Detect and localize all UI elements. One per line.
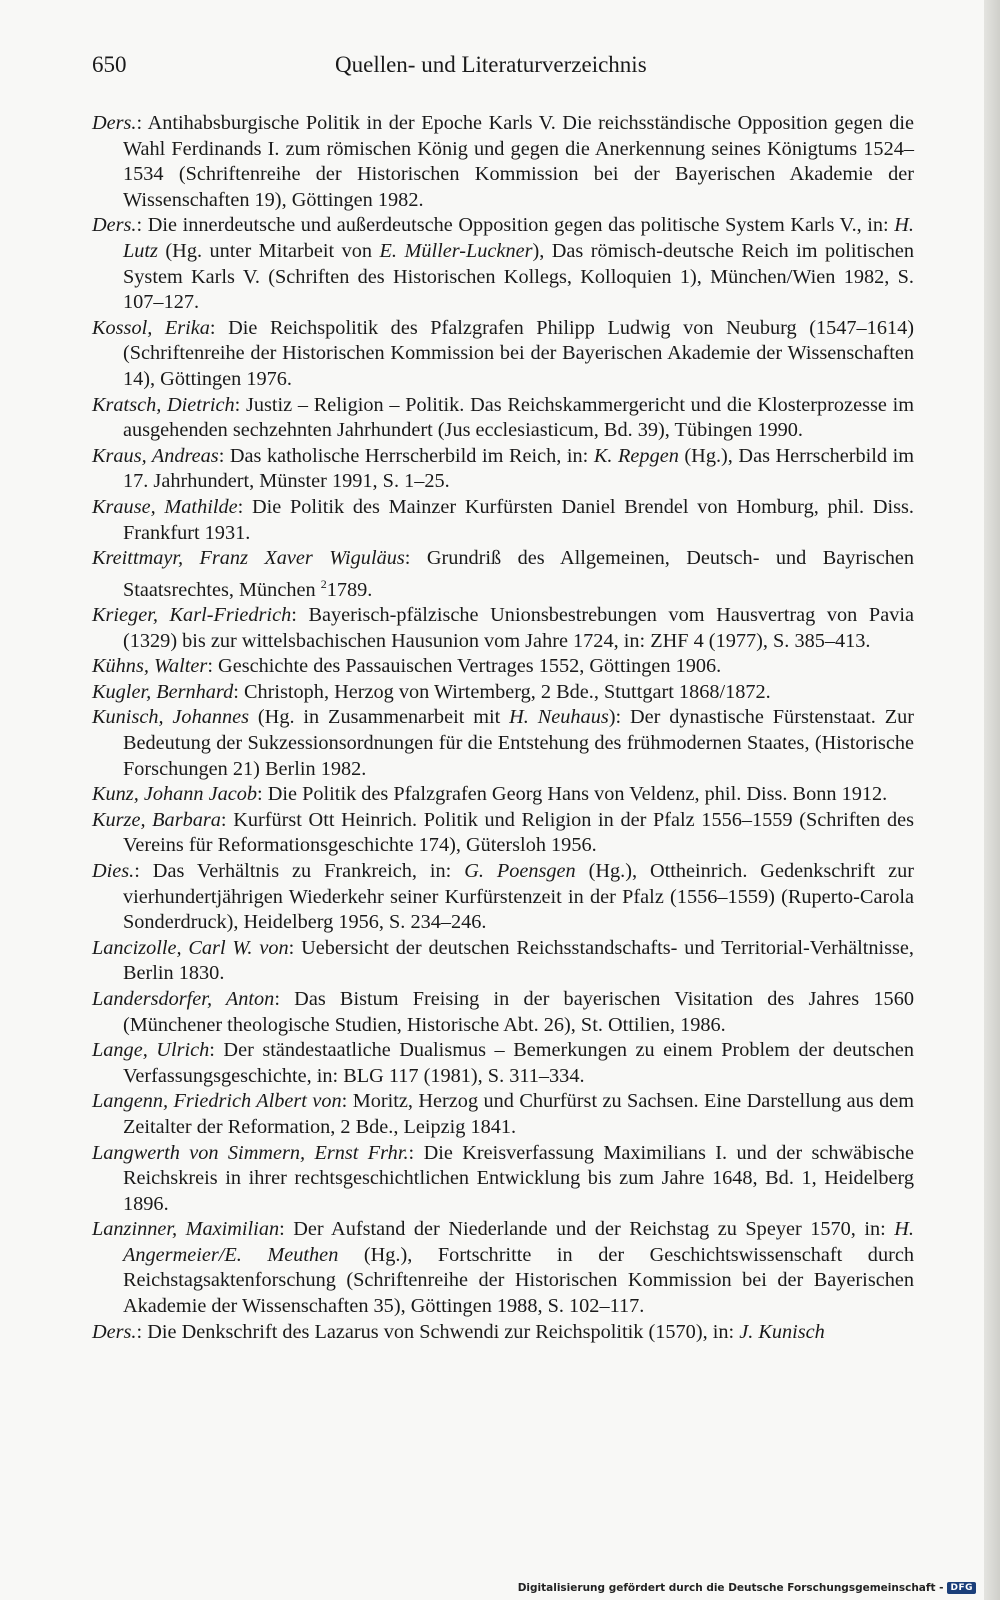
entry-author: Lancizolle, Carl W. von xyxy=(92,936,289,959)
entry-author: Kurze, Barbara xyxy=(92,808,221,831)
entry-author: Ders. xyxy=(92,1320,137,1343)
bibliography-entry xyxy=(92,654,914,680)
bibliography-entry xyxy=(92,1038,914,1089)
bibliography-entry xyxy=(92,111,914,213)
entry-text: (Hg.), Das Herrscherbild im 17. Jahrhundert, Münster 1991, S. 1–25. xyxy=(123,444,914,493)
digitization-credit xyxy=(518,1582,976,1594)
entry-text: Der ständestaatliche Dualismus – Bemerkungen zu einem Problem der deutschen Verfassungsgeschichte, in: BLG 117 (1981), S. 311–334. xyxy=(123,1039,914,1087)
bibliography-entry xyxy=(92,1141,914,1218)
entry-separator: : xyxy=(288,936,302,959)
entry-editor: H. Angermeier/E. Meuthen xyxy=(123,1218,914,1266)
entry-author: Ders. xyxy=(92,214,137,237)
entry-separator: : xyxy=(237,495,252,518)
entry-text: (Hg. in Zusammenarbeit mit xyxy=(257,706,510,729)
entry-separator: : xyxy=(220,808,234,831)
dfg-logo: DFG xyxy=(947,1582,976,1594)
entry-editor: H. Lutz xyxy=(123,214,914,262)
entry-author: Kugler, Bernhard xyxy=(92,680,234,703)
entry-separator: : xyxy=(234,393,246,416)
entry-author: Krieger, Karl-Friedrich xyxy=(92,604,292,627)
entry-text: Christoph, Herzog von Wirtemberg, 2 Bde., Stuttgart 1868/1872. xyxy=(243,680,771,703)
entry-separator: : xyxy=(136,112,148,134)
entry-separator: : xyxy=(274,987,295,1010)
entry-text: (Hg.), Ottheinrich. Gedenkschrift zur vierhundertjährigen Wiederkehr seiner Kurfürstenzeit in der Pfalz (1556–1559) (Ruperto-Carola Sonderdruck), Heidelberg 1956, S. 234–246. xyxy=(123,859,914,934)
entry-separator: : xyxy=(134,859,153,882)
edition-superscript: 2 xyxy=(320,576,327,591)
entry-author: Landersdorfer, Anton xyxy=(92,987,275,1010)
entry-separator: : xyxy=(279,1218,294,1241)
entry-text: Die Reichspolitik des Pfalzgrafen Philipp Ludwig von Neuburg (1547–1614) (Schriftenreihe der Historischen Kommission bei der Bayerischen Akademie der Wissenschaften 14), Göttingen 1976. xyxy=(123,316,914,390)
entry-text: 1789. xyxy=(326,578,373,601)
page-number: 650 xyxy=(92,52,127,77)
entry-author: Ders. xyxy=(92,112,137,134)
bibliography-entry xyxy=(92,1320,914,1346)
entry-separator: : xyxy=(209,316,229,339)
bibliography-entry xyxy=(92,495,914,546)
entry-text: Die Kreisverfassung Maximilians I. und der schwäbische Reichskreis in ihrer rechtsgeschichtlichen Entwicklung bis zum Jahre 1648, Bd. 1, Heidelberg 1896. xyxy=(123,1141,914,1215)
entry-author: Kunz, Johann Jacob xyxy=(92,783,258,806)
entry-separator: : xyxy=(257,783,268,806)
bibliography-entry xyxy=(92,987,914,1038)
entry-separator: : xyxy=(136,1320,148,1343)
bibliography-entry xyxy=(92,936,914,987)
entry-text: Bayerisch-pfälzische Unionsbestrebungen vom Hausvertrag von Pavia (1329) bis zur wittelsbachischen Hausunion vom Jahre 1724, in: ZHF 4 (1977), S. 385–413. xyxy=(123,604,914,652)
entry-text: Uebersicht der deutschen Reichsstandschafts- und Territorial-Verhältnisse, Berlin 1830. xyxy=(123,936,914,985)
entry-author: Lanzinner, Maximilian xyxy=(92,1218,280,1241)
entry-editor: J. Kunisch xyxy=(739,1320,825,1343)
entry-text: Kurfürst Ott Heinrich. Politik und Religion in der Pfalz 1556–1559 (Schriften des Vereins für Reformationsgeschichte 174), Gütersloh 1956. xyxy=(123,808,914,857)
bibliography-entry xyxy=(92,603,914,654)
entry-separator: : xyxy=(408,1141,424,1164)
bibliography-list xyxy=(92,111,914,1345)
entry-text: Das Verhältnis zu Frankreich, in: xyxy=(152,859,465,882)
entry-author: Kunisch, Johannes xyxy=(92,706,250,729)
entry-text: Justiz – Religion – Politik. Das Reichskammergericht und die Klosterprozesse im ausgehenden sechzehnten Jahrhundert (Jus ecclesiasticum, Bd. 39), Tübingen 1990. xyxy=(123,393,914,442)
entry-text: Das Bistum Freising in der bayerischen Visitation des Jahres 1560 (Münchener theologische Studien, Historische Abt. 26), St. Ottilien, 1986. xyxy=(123,987,914,1036)
entry-editor: H. Neuhaus xyxy=(509,706,609,729)
entry-separator xyxy=(249,706,258,728)
bibliography-entry xyxy=(92,213,914,315)
entry-author: Langwerth von Simmern, Ernst Frhr. xyxy=(92,1141,409,1164)
bibliography-entry xyxy=(92,859,914,936)
entry-author: Krause, Mathilde xyxy=(92,495,238,518)
entry-separator: : xyxy=(207,655,219,678)
entry-text: Der Aufstand der Niederlande und der Reichstag zu Speyer 1570, in: xyxy=(293,1218,895,1241)
entry-text: Das katholische Herrscherbild im Reich, in: xyxy=(229,444,594,467)
bibliography-entry xyxy=(92,782,914,808)
entry-editor: E. Müller-Luckner xyxy=(379,239,533,262)
bibliography-entry xyxy=(92,546,914,603)
entry-separator: : xyxy=(218,444,230,467)
entry-text: (Hg.), Fortschritte in der Geschichtswissenschaft durch Reichstagsaktenforschung (Schriftenreihe der Historischen Kommission bei der Bayerischen Akademie der Wissenschaften 35), Göttingen 1988, S. 102–117. xyxy=(123,1243,914,1318)
scan-page-edge xyxy=(984,0,1000,1600)
entry-text: (Hg. unter Mitarbeit von xyxy=(157,239,380,262)
credit-text: Digitalisierung gefördert durch die Deutsche Forschungsgemeinschaft - xyxy=(517,1582,944,1594)
entry-separator: : xyxy=(136,214,148,237)
running-title: Quellen- und Literaturverzeichnis xyxy=(335,52,647,77)
bibliography-entry xyxy=(92,393,914,444)
bibliography-entry xyxy=(92,680,914,706)
bibliography-entry xyxy=(92,808,914,859)
bibliography-entry xyxy=(92,1217,914,1319)
bibliography-entry xyxy=(92,705,914,782)
entry-author: Dies. xyxy=(92,859,135,882)
entry-author: Kratsch, Dietrich xyxy=(92,393,235,416)
entry-author: Kossol, Erika xyxy=(92,316,210,339)
bibliography-entry xyxy=(92,316,914,393)
entry-editor: K. Repgen xyxy=(593,444,679,467)
entry-author: Kühns, Walter xyxy=(92,655,208,678)
entry-author: Kreittmayr, Franz Xaver Wiguläus xyxy=(92,547,405,570)
entry-text: Geschichte des Passauischen Vertrages 1552, Göttingen 1906. xyxy=(218,655,722,678)
entry-text: Grundriß des Allgemeinen, Deutsch- und Bayrischen Staatsrechtes, München xyxy=(123,547,914,601)
entry-separator: : xyxy=(233,680,244,703)
page-header xyxy=(92,52,912,86)
entry-text: Die Politik des Mainzer Kurfürsten Daniel Brendel von Homburg, phil. Diss. Frankfurt 1931. xyxy=(123,495,914,544)
entry-separator: : xyxy=(209,1039,224,1062)
entry-author: Lange, Ulrich xyxy=(92,1039,210,1062)
entry-text: ): Der dynastische Fürstenstaat. Zur Bedeutung der Sukzessionsordnungen für die Entstehung des frühmodernen Staates, (Historische Forschungen 21) Berlin 1982. xyxy=(123,706,915,780)
entry-text: Die Denkschrift des Lazarus von Schwendi zur Reichspolitik (1570), in: xyxy=(147,1320,740,1343)
entry-author: Kraus, Andreas xyxy=(92,444,219,467)
entry-text: Die innerdeutsche und außerdeutsche Opposition gegen das politische System Karls V., in: xyxy=(147,214,895,237)
entry-author: Langenn, Friedrich Albert von xyxy=(92,1090,342,1113)
entry-text: Antihabsburgische Politik in der Epoche Karls V. Die reichsständische Opposition gegen die Wahl Ferdinands I. zum römischen König und gegen die Anerkennung seines Königtums 1524–1534 (Schriftenreihe der Historischen Kommission bei der Bayerischen Akademie der Wissenschaften 19), Göttingen 1982. xyxy=(123,112,914,211)
entry-text: Moritz, Herzog und Churfürst zu Sachsen. Eine Darstellung aus dem Zeitalter der Reformation, 2 Bde., Leipzig 1841. xyxy=(123,1090,914,1138)
entry-text: ), Das römisch-deutsche Reich im politischen System Karls V. (Schriften des Historischen Kollegs, Kolloquien 1), München/Wien 1982, S. 107–127. xyxy=(123,239,915,314)
entry-text: Die Politik des Pfalzgrafen Georg Hans von Veldenz, phil. Diss. Bonn 1912. xyxy=(267,783,888,806)
entry-separator: : xyxy=(291,604,309,627)
entry-separator: : xyxy=(404,547,427,570)
entry-separator: : xyxy=(341,1090,353,1113)
bibliography-entry xyxy=(92,444,914,495)
entry-editor: G. Poensgen xyxy=(464,859,576,882)
bibliography-entry xyxy=(92,1089,914,1140)
